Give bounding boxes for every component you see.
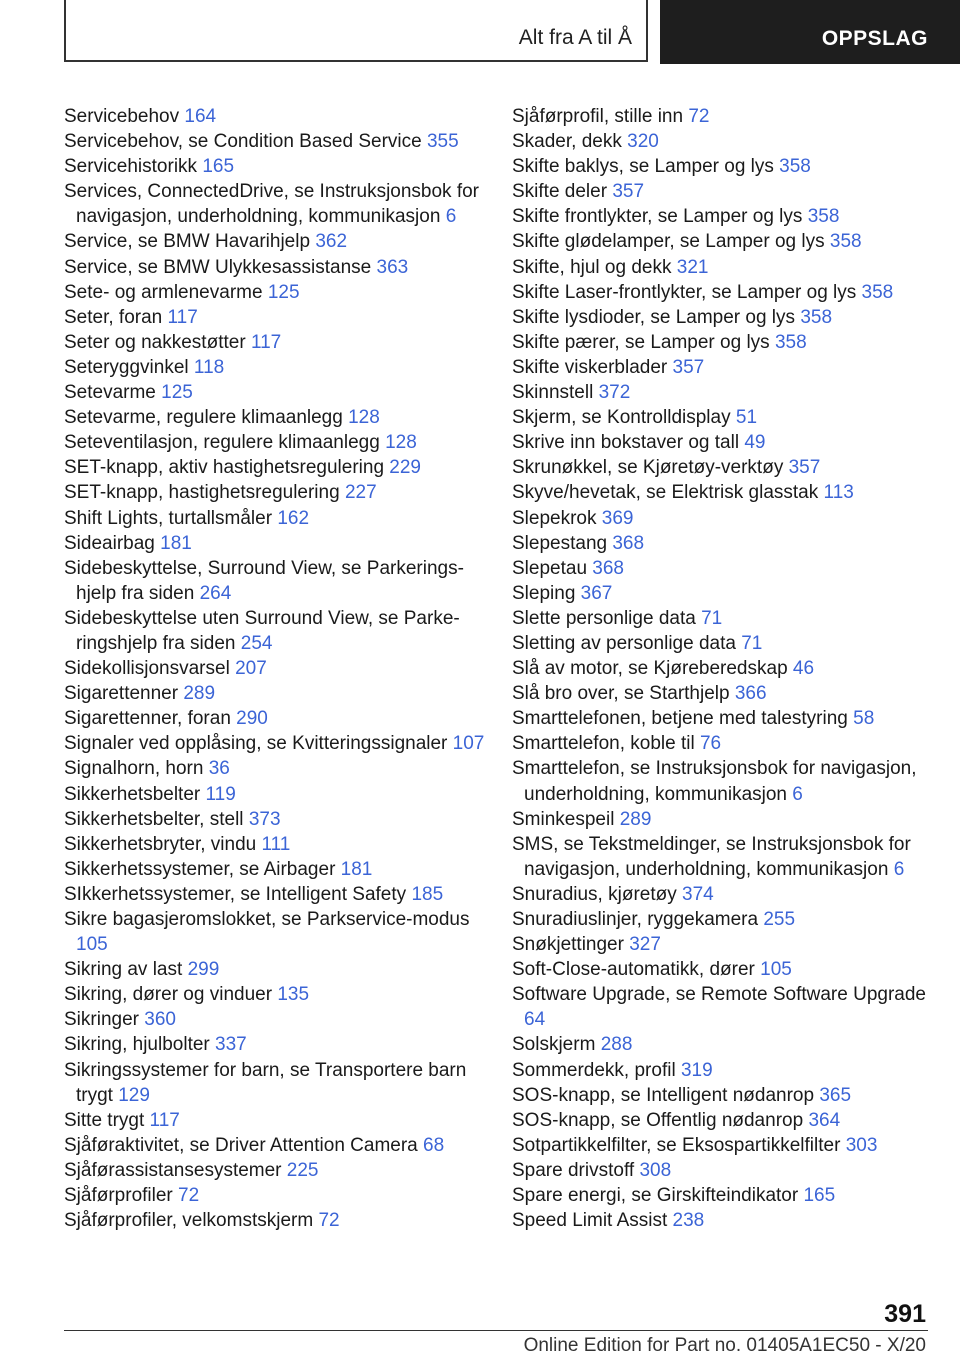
page-link[interactable]: 289 — [619, 808, 652, 830]
index-entry-text: Setevarme, regulere klimaanlegg — [64, 407, 343, 429]
page-link[interactable]: 105 — [760, 959, 792, 981]
index-entry — [512, 982, 944, 1032]
index-entry — [64, 154, 496, 179]
page-link[interactable]: 125 — [267, 281, 300, 303]
page-link[interactable]: 357 — [788, 457, 821, 479]
page-link[interactable]: 369 — [601, 507, 634, 529]
index-entry — [512, 1108, 944, 1133]
page-link[interactable]: 374 — [682, 883, 714, 905]
index-entry — [512, 280, 944, 305]
page-link[interactable]: 363 — [376, 256, 409, 278]
index-entry — [512, 681, 944, 706]
page-link[interactable]: 181 — [160, 532, 192, 554]
index-entry-text: Signalhorn, horn — [64, 758, 204, 780]
page-link[interactable]: 128 — [385, 432, 417, 454]
index-entry-text: Sikring av last — [64, 959, 183, 981]
page-link[interactable]: 165 — [202, 156, 235, 178]
page-link[interactable]: 357 — [672, 356, 705, 378]
page-link[interactable]: 227 — [344, 482, 377, 504]
index-entry-text: Skjerm, se Kontrolldisplay — [512, 407, 731, 429]
page-link[interactable]: 358 — [829, 231, 862, 253]
index-entry — [64, 907, 496, 957]
index-entry — [512, 832, 944, 882]
index-entry-text: SOS-knapp, se Intelligent nødanrop — [512, 1084, 815, 1106]
page-link[interactable]: 368 — [592, 557, 624, 579]
index-entry-text: Sidekollisjonsvarsel — [64, 658, 230, 680]
page-link[interactable]: 6 — [893, 858, 905, 880]
index-entry — [64, 229, 496, 254]
index-entry — [64, 129, 496, 154]
index-entry — [512, 1133, 944, 1158]
index-entry — [512, 1208, 944, 1233]
index-entry-text: Sikkerhetsbryter, vindu — [64, 833, 257, 855]
index-entry — [64, 1108, 496, 1133]
page-link[interactable]: 68 — [423, 1134, 445, 1156]
index-entry — [64, 1058, 496, 1108]
index-entry-text: Sitte trygt — [64, 1109, 145, 1131]
index-entry — [64, 807, 496, 832]
index-entry-text: Sjåførassistansesystemer — [64, 1159, 282, 1181]
edition-footer: Online Edition for Part no. 01405A1EC50 - X/20 — [523, 1335, 926, 1356]
index-entry-text: Slå av motor, se Kjøreberedskap — [512, 658, 788, 680]
index-entry — [64, 506, 496, 531]
index-entry-text: Service, se BMW Havarihjelp — [64, 231, 311, 253]
index-entry — [64, 1208, 496, 1233]
index-entry-text: SET-knapp, aktiv hastighetsregulering — [64, 457, 385, 479]
page-link[interactable]: 164 — [184, 106, 217, 127]
page-link[interactable]: 367 — [580, 582, 613, 604]
page-link[interactable]: 6 — [792, 783, 803, 805]
index-entry-text: Skifte pærer, se Lamper og lys — [512, 331, 770, 353]
index-entry — [512, 556, 944, 581]
page-link[interactable]: 358 — [774, 331, 807, 353]
page-link[interactable]: 117 — [250, 331, 282, 353]
page-link[interactable]: 308 — [639, 1159, 672, 1181]
page-link[interactable]: 289 — [183, 683, 216, 705]
index-column-left — [64, 104, 496, 1233]
page-link[interactable]: 238 — [672, 1210, 705, 1232]
index-entry-text: Sidebeskyttelse uten Surround View, se Parkeringshjelp fra siden — [64, 607, 460, 654]
page-link[interactable]: 254 — [240, 632, 273, 654]
index-entry — [512, 957, 944, 982]
index-entry-text: Sidebeskyttelse, Surround View, se Parkeringshjelp fra siden — [64, 557, 464, 604]
index-entry — [64, 556, 496, 606]
index-entry — [64, 179, 496, 229]
page-link[interactable]: 76 — [699, 733, 722, 755]
index-entry — [512, 531, 944, 556]
index-entry-text: Snuradius, kjøretøy — [512, 883, 677, 905]
page-link[interactable]: 162 — [277, 507, 310, 529]
index-entry — [512, 656, 944, 681]
page-link[interactable]: 362 — [315, 231, 348, 253]
index-entry — [512, 606, 944, 631]
index-entry-text: SIkkerhetssystemer, se Intelligent Safety — [64, 883, 407, 905]
index-entry — [64, 1158, 496, 1183]
index-entry-text: Skrive inn bokstaver og tall — [512, 432, 740, 454]
index-entry-text: Sjåførprofiler — [64, 1185, 173, 1207]
index-entry-text: Slå bro over, se Starthjelp — [512, 683, 730, 705]
index-entry — [512, 104, 944, 129]
index-entry — [64, 480, 496, 505]
index-entry-text: Snøkjettinger — [512, 934, 624, 956]
index-column-right — [512, 104, 944, 1233]
index-entry — [512, 129, 944, 154]
page-link[interactable]: 118 — [193, 356, 225, 378]
index-entry-text: Skifte lysdioder, se Lamper og lys — [512, 306, 796, 328]
index-entry — [64, 1133, 496, 1158]
index-entry-text: Sjåførprofiler, velkomstskjerm — [64, 1210, 314, 1232]
index-entry-text: Sjåføraktivitet, se Driver Attention Camera — [64, 1134, 418, 1156]
page-link[interactable]: 128 — [348, 407, 380, 429]
index-entry — [512, 907, 944, 932]
page-link[interactable]: 355 — [426, 131, 459, 153]
page-link[interactable]: 72 — [688, 106, 710, 127]
index-entry-text: Servicehistorikk — [64, 156, 198, 178]
page-link[interactable]: 71 — [741, 632, 763, 654]
index-entry — [512, 1183, 944, 1208]
index-entry — [512, 932, 944, 957]
page-link[interactable]: 72 — [318, 1210, 340, 1232]
page-link[interactable]: 49 — [744, 432, 766, 454]
index-entry-text: Sikringssystemer for barn, se Transportere barn trygt — [64, 1059, 467, 1106]
index-entry-text: Sideairbag — [64, 532, 155, 554]
index-entry — [64, 405, 496, 430]
index-entry-text: Skifte Laser-frontlykter, se Lamper og lys — [512, 281, 857, 303]
index-entry-text: Skifte baklys, se Lamper og lys — [512, 156, 774, 178]
index-entry-text: Sikkerhetssystemer, se Airbager — [64, 858, 336, 880]
page-link[interactable]: 225 — [286, 1159, 319, 1181]
index-entry — [64, 305, 496, 330]
index-entry — [512, 179, 944, 204]
index-entry — [512, 756, 944, 806]
index-entry — [512, 229, 944, 254]
index-entry — [512, 455, 944, 480]
index-entry-text: Seter og nakkestøtter — [64, 331, 246, 353]
tab-label: OPPSLAG — [821, 27, 928, 50]
index-entry-text: Slepestang — [512, 532, 608, 554]
page-link[interactable]: 358 — [779, 156, 811, 178]
page-link[interactable]: 117 — [149, 1109, 180, 1131]
page-link[interactable]: 58 — [853, 708, 875, 730]
index-entry — [64, 1032, 496, 1057]
page-link[interactable]: 327 — [629, 934, 661, 956]
page-link[interactable]: 320 — [627, 131, 659, 153]
index-entry — [512, 204, 944, 229]
index-entry-text: Sikringer — [64, 1009, 139, 1031]
page-link[interactable]: 165 — [803, 1185, 836, 1207]
index-entry — [64, 882, 496, 907]
index-entry — [64, 1183, 496, 1208]
index-entry — [512, 807, 944, 832]
page-link[interactable]: 117 — [167, 306, 198, 328]
page-link[interactable]: 111 — [261, 833, 291, 855]
index-entry-text: Skinnstell — [512, 382, 594, 404]
index-entry-text: Skrunøkkel, se Kjøretøy-verktøy — [512, 457, 784, 479]
index-entry-text: Software Upgrade, se Remote Software Upgrade — [512, 984, 926, 1006]
index-entry-text: Sjåførprofil, stille inn — [512, 106, 684, 127]
index-entry-text: Skyve/hevetak, se Elektrisk glasstak — [512, 482, 819, 504]
page-link[interactable]: 337 — [215, 1034, 247, 1056]
index-entry-text: Sikring, dører og vinduer — [64, 984, 273, 1006]
index-entry-text: Sotpartikkelfilter, se Eksospartikkelfilter — [512, 1134, 841, 1156]
page-link[interactable]: 360 — [144, 1009, 176, 1031]
index-entry — [64, 832, 496, 857]
index-entry — [512, 1083, 944, 1108]
index-entry-text: Solskjerm — [512, 1034, 596, 1056]
index-entry — [64, 606, 496, 656]
index-entry-text: Snuradiuslinjer, ryggekamera — [512, 909, 759, 930]
page-link[interactable]: 358 — [807, 206, 840, 228]
index-entry — [64, 857, 496, 882]
index-entry — [64, 355, 496, 380]
index-entry — [512, 631, 944, 656]
index-entry — [512, 581, 944, 606]
page-number: 391 — [884, 1300, 926, 1328]
index-list-left — [64, 104, 496, 1233]
index-entry-text: Soft-Close-automatikk, dører — [512, 959, 755, 981]
page-link[interactable]: 264 — [199, 582, 232, 604]
index-entry-text: Service, se BMW Ulykkesassistanse — [64, 256, 372, 278]
page-link[interactable]: 119 — [205, 783, 236, 805]
index-entry — [512, 380, 944, 405]
index-entry — [512, 355, 944, 380]
header-frame — [64, 0, 648, 62]
index-entry — [64, 706, 496, 731]
page-link[interactable]: 185 — [411, 883, 444, 905]
index-entry-text: Skifte deler — [512, 181, 608, 203]
index-entry — [64, 1007, 496, 1032]
page-link[interactable]: 364 — [808, 1109, 841, 1131]
page-link[interactable]: 125 — [161, 382, 193, 404]
page-link[interactable]: 321 — [676, 256, 709, 278]
index-entry-text: Sikkerhetsbelter, stell — [64, 808, 244, 830]
index-entry-text: Slepekrok — [512, 507, 597, 529]
page-link[interactable]: 46 — [792, 658, 815, 680]
index-entry-text: Sommerdekk, profil — [512, 1059, 676, 1081]
page-link[interactable]: 72 — [178, 1185, 200, 1207]
index-entry-text: Services, ConnectedDrive, se Instruksjonsbok for navigasjon, underholdning, kommunikasjon — [64, 181, 480, 228]
index-entry — [512, 330, 944, 355]
index-entry-text: Slette personlige data — [512, 607, 696, 629]
index-entry — [512, 706, 944, 731]
page-link[interactable]: 290 — [236, 708, 268, 730]
index-entry-text: Seteventilasjon, regulere klimaanlegg — [64, 432, 380, 454]
index-entry-text: Setevarme — [64, 382, 156, 404]
index-entry — [64, 782, 496, 807]
page-link[interactable]: 51 — [735, 407, 758, 429]
index-entry — [512, 154, 944, 179]
page-link[interactable]: 368 — [612, 532, 645, 554]
page-link[interactable]: 372 — [598, 382, 631, 404]
index-entry-text: Sletting av personlige data — [512, 632, 736, 654]
index-entry-text: Seter, foran — [64, 306, 163, 328]
index-entry-text: SOS-knapp, se Offentlig nødanrop — [512, 1109, 804, 1131]
index-entry-text: Seteryggvinkel — [64, 356, 189, 378]
index-entry — [64, 330, 496, 355]
index-entry-text: Skifte, hjul og dekk — [512, 256, 672, 278]
index-entry — [64, 681, 496, 706]
page-link[interactable]: 71 — [701, 607, 723, 629]
page-link[interactable]: 107 — [452, 733, 485, 755]
index-entry-text: Smarttelefonen, betjene med talestyring — [512, 708, 848, 730]
page-link[interactable]: 299 — [187, 959, 220, 981]
footer-divider — [64, 1330, 928, 1331]
page-link[interactable]: 207 — [235, 658, 267, 680]
page-link[interactable]: 64 — [524, 1009, 546, 1031]
index-entry-text: SET-knapp, hastighetsregulering — [64, 482, 340, 504]
index-entry — [64, 280, 496, 305]
index-entry — [512, 1032, 944, 1057]
index-entry — [512, 1158, 944, 1183]
page-link[interactable]: 255 — [763, 909, 796, 930]
index-entry-text: Sikkerhetsbelter — [64, 783, 201, 805]
index-entry — [512, 506, 944, 531]
index-entry-text: Skifte frontlykter, se Lamper og lys — [512, 206, 803, 228]
index-entry — [64, 430, 496, 455]
index-entry-text: Smarttelefon, koble til — [512, 733, 695, 755]
index-entry-text: Servicebehov, se Condition Based Service — [64, 131, 422, 153]
section-title: Alt fra A til Å — [518, 26, 632, 49]
index-entry — [512, 430, 944, 455]
index-entry — [64, 380, 496, 405]
page-link[interactable]: 36 — [208, 758, 230, 780]
index-entry — [64, 756, 496, 781]
index-entry — [64, 531, 496, 556]
index-entry-text: Skifte glødelamper, se Lamper og lys — [512, 231, 825, 253]
page-link[interactable]: 358 — [800, 306, 833, 328]
page-link[interactable]: 129 — [118, 1084, 150, 1106]
page-link[interactable]: 357 — [612, 181, 645, 203]
index-entry-text: Servicebehov — [64, 106, 180, 127]
index-entry-text: Sikre bagasjeromslokket, se Parkservice-modus — [64, 909, 470, 930]
index-entry — [64, 656, 496, 681]
index-entry-text: Sigarettenner — [64, 683, 179, 705]
index-entry-text: Sigarettenner, foran — [64, 708, 231, 730]
index-entry-text: SMS, se Tekstmeldinger, se Instruksjonsbok for navigasjon, underholdning, kommunikasjon — [512, 833, 911, 880]
page-link[interactable]: 229 — [389, 457, 421, 479]
index-entry-text: Slepetau — [512, 557, 588, 579]
page-link[interactable]: 366 — [734, 683, 767, 705]
index-entry — [512, 480, 944, 505]
page-link[interactable]: 113 — [823, 482, 854, 504]
index-entry — [512, 1058, 944, 1083]
page-link[interactable]: 319 — [680, 1059, 713, 1081]
page-link[interactable]: 135 — [277, 984, 310, 1006]
index-entry-text: Smarttelefon, se Instruksjonsbok for navigasjon, underholdning, kommunikasjon — [512, 758, 917, 805]
index-entry-text: Sminkespeil — [512, 808, 615, 830]
index-list-right — [512, 104, 944, 1233]
index-entry-text: Skader, dekk — [512, 131, 622, 153]
index-entry-text: Sleping — [512, 582, 576, 604]
index-entry-text: Sikring, hjulbolter — [64, 1034, 210, 1056]
index-entry — [64, 455, 496, 480]
index-entry — [64, 957, 496, 982]
page-link[interactable]: 358 — [861, 281, 894, 303]
index-entry-text: Spare energi, se Girskifteindikator — [512, 1185, 799, 1207]
index-entry — [64, 255, 496, 280]
index-entry — [512, 731, 944, 756]
page-link[interactable]: 6 — [445, 206, 457, 228]
index-entry — [64, 982, 496, 1007]
index-entry-text: Sete- og armlenevarme — [64, 281, 263, 303]
index-entry — [64, 731, 496, 756]
page-link[interactable]: 303 — [845, 1134, 878, 1156]
index-entry-text: Skifte viskerblader — [512, 356, 668, 378]
index-entry-text: Speed Limit Assist — [512, 1210, 668, 1232]
header-tab — [660, 0, 960, 64]
index-entry — [64, 104, 496, 129]
index-entry — [512, 882, 944, 907]
index-entry — [512, 305, 944, 330]
page-link[interactable]: 373 — [248, 808, 281, 830]
page-link[interactable]: 288 — [600, 1034, 633, 1056]
page-link[interactable]: 365 — [819, 1084, 852, 1106]
index-entry — [512, 405, 944, 430]
index-entry-text: Signaler ved opplåsing, se Kvitteringssignaler — [64, 733, 448, 755]
index-entry-text: Shift Lights, turtallsmåler — [64, 507, 273, 529]
page-link[interactable]: 181 — [340, 858, 373, 880]
index-entry — [512, 255, 944, 280]
index-entry-text: Spare drivstoff — [512, 1159, 635, 1181]
page-link[interactable]: 105 — [76, 934, 108, 956]
